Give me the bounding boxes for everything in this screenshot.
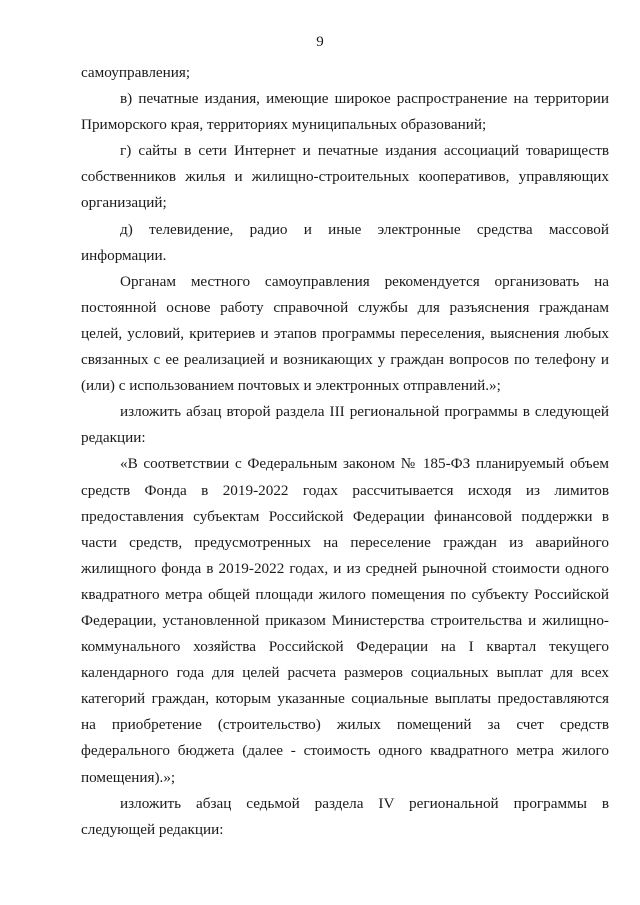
paragraph-item-v: в) печатные издания, имеющие широкое распространение на территории Приморского края, территориях муниципальных образований; [81, 90, 609, 134]
page-number: 9 [316, 34, 324, 50]
document-body [81, 60, 609, 843]
paragraph-item-g: г) сайты в сети Интернет и печатные издания ассоциаций товариществ собственников жилья и жилищно-строительных кооперативов, управляющих организаций; [81, 142, 609, 212]
paragraph-continuation: самоуправления; [81, 64, 191, 81]
paragraph-amend-section-4: изложить абзац седьмой раздела IV региональной программы в следующей редакции: [81, 794, 609, 838]
paragraph-amend-section-3: изложить абзац второй раздела III региональной программы в следующей редакции: [81, 403, 609, 447]
paragraph-item-d: д) телевидение, радио и иные электронные средства массовой информации. [81, 220, 609, 264]
paragraph-local-government: Органам местного самоуправления рекомендуется организовать на постоянной основе работу справочной службы для разъяснения гражданам целей, условий, критериев и этапов программы переселения, выяснения любых связанных с ее реализацией и возникающих у граждан вопросов по телефону и (или) с использованием почтовых и электронных отправлений.»; [81, 272, 609, 395]
paragraph-federal-law-quote: «В соответствии с Федеральным законом № 185-ФЗ планируемый объем средств Фонда в 2019-2022 годах рассчитывается исходя из лимитов предоставления субъектам Российской Федерации финансовой поддержки в части средств, предусмотренных на переселение граждан из аварийного жилищного фонда в 2019-2022 годах, и из средней рыночной стоимости одного квадратного метра общей площади жилого помещения по субъекту Российской Федерации, установленной приказом Министерства строительства и жилищно-коммунального хозяйства Российской Федерации на I квартал текущего календарного года для целей расчета размеров социальных выплат для всех категорий граждан, которым указанные социальные выплаты предоставляются на приобретение (строительство) жилых помещений за счет средств федерального бюджета (далее - стоимость одного квадратного метра жилого помещения).»; [81, 455, 609, 786]
